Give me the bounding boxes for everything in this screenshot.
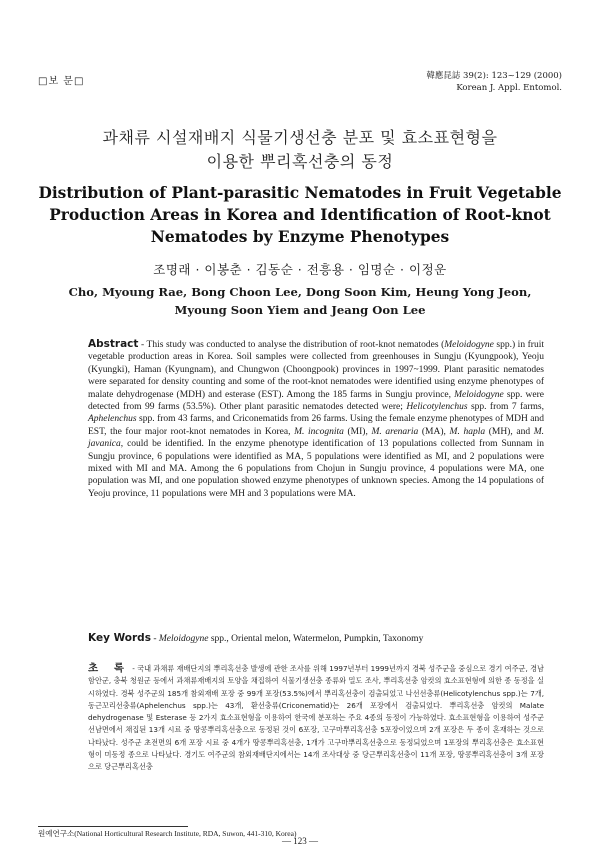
species-name: M. hapla: [449, 426, 486, 437]
genus-name: Aphelenchus: [88, 414, 137, 425]
species-name: M. javanica: [88, 426, 544, 450]
korean-authors: 조명래 · 이봉춘 · 김동순 · 전흥용 · 임명순 · 이정운: [153, 262, 447, 277]
abstract-text: , could be identified. In the enzyme phenotype identification of 13 populations collected from Sunnam in Sungju province, 6 populations were identified as MA, 5 populations were identified as MI, and 2 populations were mixed with MI and MA. Among the 6 populations from Chojun in Sungju province, 4 populations were MA, one population was MI, and one population showed enzyme phenotypes of unknown species. Among the 14 populations of Yeoju province, 11 populations were MH and 3 populations were MA.: [88, 439, 544, 499]
affiliation-footnote: 원예연구소(National Horticultural Research Institute, RDA, Suwon, 441-310, Korea): [38, 829, 297, 838]
korean-abstract-text: - 국내 과채류 재배단지의 뿌리혹선충 발생에 관한 조사를 위해 1997년부터 1999년까지 경북 성주군을 중심으로 경기 여주군, 경남 함안군, 충북 청원군 등에서 과채류재배지의 토양을 채집하여 식물기생선충 종류와 밀도 조사, 뿌리혹선충 암컷의 효소표현형에 의한 종 동정을 실시하였다. 경북 성주군의 185개 참외재배 포장 중 99개 포장(53.5%)에서 뿌리혹선충이 검출되었고 나선선충류(Helicotylenchus spp.)는 7개, 동근꼬리선충류(Aphelenchus spp.)는 43개, 환선충류(Criconematid)는 26개 포장에서 검출되었다. 뿌리혹선충 암컷의 Malate dehydrogenase 및 Esterase 등 2가지 효소표현형을 이용하여 한국에 분포하는 주요 4종의 동정이 가능하였다. 효소표현형을 이용하여 성주군 선남면에서 채집된 13개 시료 중 땅콩뿌리혹선충으로 동정된 것이 6포장, 고구마뿌리혹선충 5포장이었으며 2개 포장은 두 종이 혼재하는 것으로 나타났다. 성주군 초전면의 6개 포장 시료 중 4개가 땅콩뿌리혹선충, 1개가 고구마뿌리혹선충으로 동정되었으며 1포장의 뿌리혹선충은 효소표현형이 미동정 종으로 나타났다. 경기도 여주군의 참외재배단지에서는 14개 조사대상 중 당근뿌리혹선충이 11개 포장, 땅콩뿌리혹선충이 3개 포장으로 당근뿌리혹선충: [88, 664, 544, 772]
journal-citation: [426, 70, 562, 94]
species-name: M. incognita: [294, 426, 344, 437]
korean-title-line-1: 과채류 시설재배지 식물기생선충 분포 및 효소표현형을: [102, 128, 498, 147]
footnote-divider: [38, 826, 188, 827]
keywords: [88, 632, 544, 644]
abstract-label: Abstract: [88, 338, 139, 350]
korean-abstract-label: 초 록: [88, 662, 130, 674]
english-authors-line-2: Myoung Soon Yiem and Jeang Oon Lee: [174, 303, 426, 317]
english-authors: [0, 283, 600, 319]
article-type-label: □보 문□: [38, 76, 85, 87]
journal-name-line: Korean J. Appl. Entomol.: [456, 83, 562, 93]
journal-volume-line: 韓應昆誌 39(2): 123~129 (2000): [426, 71, 562, 81]
keywords-separator: -: [150, 634, 159, 644]
korean-title-line-2: 이용한 뿌리혹선충의 동정: [206, 152, 394, 171]
english-title-line-3: Nematodes by Enzyme Phenotypes: [150, 228, 450, 246]
abstract-text: spp.) in fruit vegetable production areas in Korea. Soil samples were collected from greenhouses in Sungju (Kyungpook), Yeoju (Kyungki), Haman (Kyungnam), and Chungwon (Choongpook) provinces in 1997~1999. Plant parasitic nematodes were separated for density counting and some of the root-knot nematodes were identified using enzyme phenotypes of malate dehydrogenase (MDH) and esterase (EST). Among the 185 farms in Sungju province,: [88, 340, 544, 400]
genus-name: Helicotylenchus: [406, 402, 468, 413]
abstract-text: (MA),: [418, 426, 450, 437]
abstract-text: - This study was conducted to analyse the distribution of root-knot nematodes (: [138, 340, 445, 350]
english-title-line-2: Production Areas in Korea and Identification of Root-knot: [49, 206, 551, 224]
abstract-text: (MI),: [343, 426, 372, 437]
species-name: M. arenaria: [371, 426, 419, 437]
korean-title: [0, 126, 600, 174]
english-title: [0, 182, 600, 248]
genus-name: Meloidogyne: [454, 389, 504, 400]
page-number: — 123 —: [282, 836, 318, 846]
keyword-genus: Meloidogyne: [158, 634, 209, 644]
abstract: [88, 338, 544, 500]
english-title-line-1: Distribution of Plant-parasitic Nematodes in Fruit Vegetable: [38, 184, 562, 202]
genus-name: Meloidogyne: [444, 340, 494, 350]
keywords-list: spp., Oriental melon, Watermelon, Pumpkin, Taxonomy: [208, 634, 424, 644]
abstract-text: (MH), and: [485, 426, 534, 437]
keywords-label: Key Words: [88, 632, 151, 644]
english-authors-line-1: Cho, Myoung Rae, Bong Choon Lee, Dong Soon Kim, Heung Yong Jeon,: [68, 285, 532, 299]
abstract-text: spp. from 43 farms, and Criconematids from 26 farms. Using the female enzyme phenotypes of MDH and EST, the four major root-knot nematodes in Korea,: [88, 414, 544, 437]
korean-abstract: [88, 662, 544, 774]
abstract-text: spp. from 7 farms,: [467, 402, 545, 413]
abstract-text: spp. were detected from 99 farms (53.5%). Other plant parasitic nematodes detected were;: [88, 389, 545, 413]
